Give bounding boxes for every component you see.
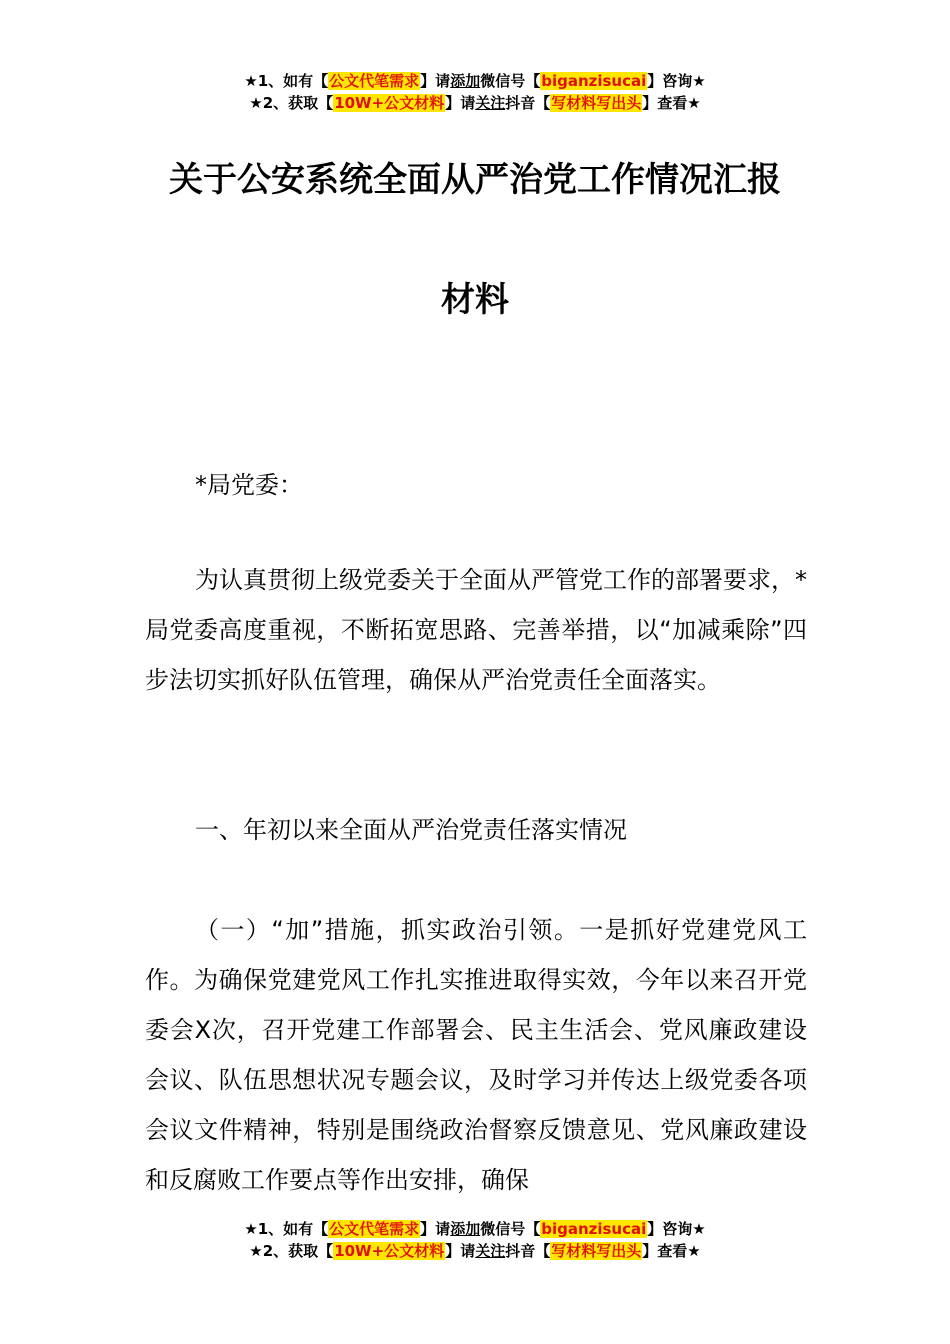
body-paragraph: （一）“加”措施，抓实政治引领。一是抓好党建党风工作。为确保党建党风工作扎实推进取得实效，今年以来召开党委会X次，召开党建工作部署会、民主生活会、党风廉政建设会议、队伍思想状况专题会议，及时学习并传达上级党委各项会议文件精神，特别是围绕政治督察反馈意见、党风廉政建设和反腐败工作要点等作出安排，确保 — [145, 916, 807, 1194]
promo-emphasis: 添加 — [450, 1220, 481, 1238]
promo-highlight: 公文代笔需求 — [329, 72, 420, 90]
promo-text: 】查看★ — [642, 1242, 701, 1260]
promo-text: ★1、如有【 — [244, 1220, 329, 1238]
salutation: *局党委： — [195, 471, 303, 499]
promo-text: 抖音【 — [505, 1242, 551, 1260]
promo-line-2 — [0, 1240, 950, 1262]
promo-highlight: 10W+公文材料 — [334, 1242, 445, 1260]
promo-text: 抖音【 — [505, 94, 551, 112]
promo-banner-top — [0, 70, 950, 114]
promo-douyin-id: 写材料写出头 — [551, 1242, 642, 1260]
promo-line-1 — [0, 1218, 950, 1240]
promo-text: 】请 — [445, 1242, 476, 1260]
promo-text: ★2、获取【 — [249, 1242, 334, 1260]
document-title-line-2: 材料 — [441, 280, 509, 320]
promo-highlight: 公文代笔需求 — [329, 1220, 420, 1238]
promo-text: ★1、如有【 — [244, 72, 329, 90]
promo-text: 微信号【 — [480, 1220, 541, 1238]
promo-emphasis: 关注 — [475, 94, 506, 112]
promo-emphasis: 关注 — [475, 1242, 506, 1260]
promo-line-2 — [0, 92, 950, 114]
promo-highlight: 10W+公文材料 — [334, 94, 445, 112]
promo-text: 微信号【 — [480, 72, 541, 90]
promo-text: ★2、获取【 — [249, 94, 334, 112]
promo-text: 】请 — [445, 94, 476, 112]
intro-paragraph: 为认真贯彻上级党委关于全面从严管党工作的部署要求，*局党委高度重视，不断拓宽思路、完善举措，以“加减乘除”四步法切实抓好队伍管理，确保从严治党责任全面落实。 — [145, 566, 807, 694]
promo-line-1 — [0, 70, 950, 92]
promo-douyin-id: 写材料写出头 — [551, 94, 642, 112]
promo-banner-bottom — [0, 1218, 950, 1262]
promo-text: 】请 — [420, 72, 451, 90]
promo-wechat-id: biganzisucai — [541, 72, 647, 90]
promo-text: 】咨询★ — [647, 72, 706, 90]
promo-wechat-id: biganzisucai — [541, 1220, 647, 1238]
promo-emphasis: 添加 — [450, 72, 481, 90]
document-title-line-1: 关于公安系统全面从严治党工作情况汇报 — [169, 160, 781, 200]
promo-text: 】查看★ — [642, 94, 701, 112]
promo-text: 】请 — [420, 1220, 451, 1238]
promo-text: 】咨询★ — [647, 1220, 706, 1238]
section-heading: 一、年初以来全面从严治党责任落实情况 — [195, 816, 627, 844]
